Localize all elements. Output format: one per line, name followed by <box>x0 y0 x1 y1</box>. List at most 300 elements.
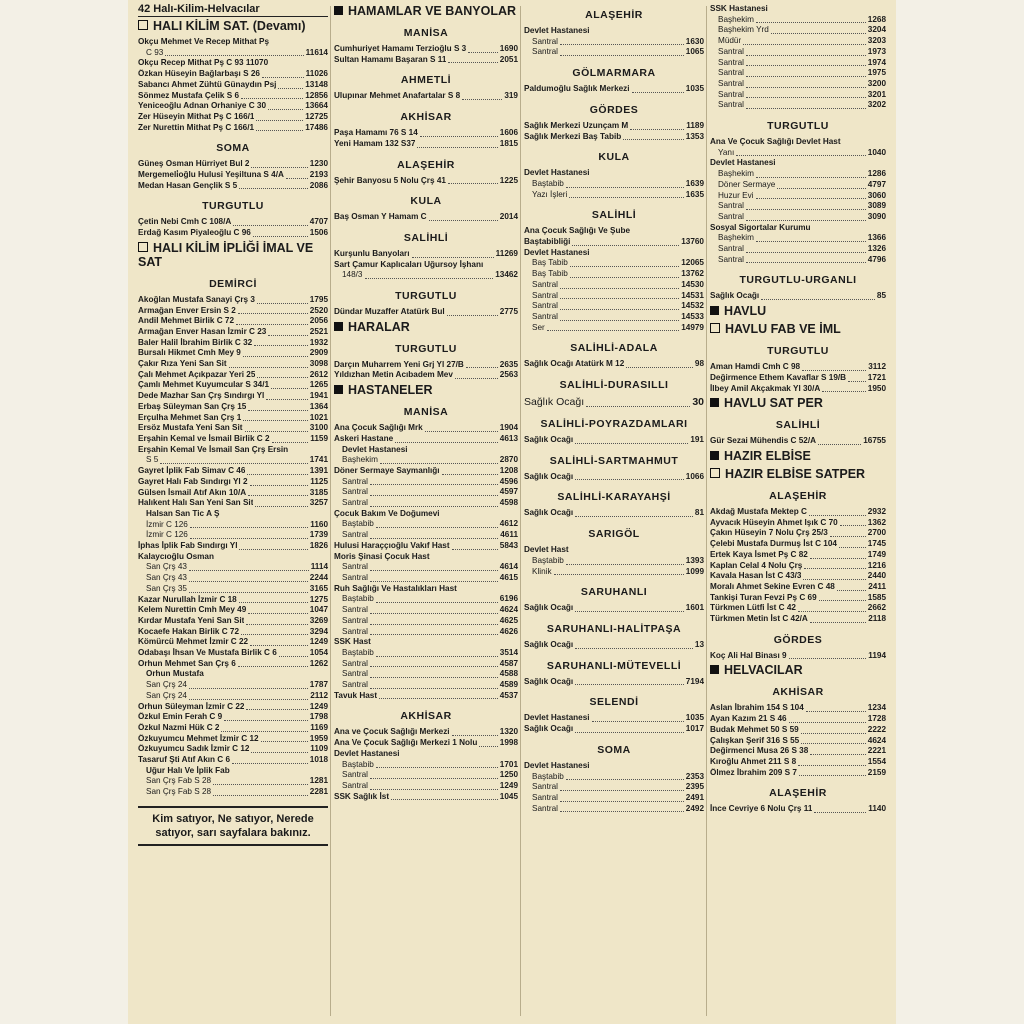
listing-name: Devlet Hastanesi <box>524 26 590 35</box>
listing-name: Sönmez Mustafa Çelik S 6 <box>138 90 240 100</box>
listing-name: Santral <box>532 803 558 813</box>
phone-number: 191 <box>690 435 704 445</box>
listing-row <box>524 793 704 804</box>
listing-name: Döner Sermaye <box>718 179 776 189</box>
phone-number: 3203 <box>867 36 886 46</box>
listing-row <box>334 627 518 638</box>
dot-leader <box>250 485 309 486</box>
phone-number: 1630 <box>685 36 704 46</box>
listing-row <box>710 36 886 47</box>
listing-name: Santral <box>532 301 558 311</box>
listing-row <box>138 48 328 59</box>
dot-leader <box>466 367 498 368</box>
listing-row <box>138 659 328 670</box>
city-heading: SALİHLİ <box>775 419 821 432</box>
listing-row <box>710 550 886 561</box>
listing-name: San Çrş Fab S 28 <box>146 776 212 786</box>
phone-number: 4625 <box>499 615 518 625</box>
phone-number: 1639 <box>685 178 704 188</box>
phone-number: 81 <box>694 508 704 518</box>
dot-leader <box>370 538 498 539</box>
dot-leader <box>789 722 866 723</box>
listing-name: Sağlık Merkezi Uzunçam M <box>524 120 629 130</box>
listing-name: Özkan Hüseyin Bağlarbaşı S 26 <box>138 69 260 79</box>
listing-name: Gayret İplik Fab Simav C 46 <box>138 466 246 476</box>
listing-row <box>524 179 704 190</box>
dot-leader <box>746 87 866 88</box>
dot-leader <box>370 789 498 790</box>
listing-name: Ölmez İbrahim 209 S 7 <box>710 767 797 777</box>
dot-leader <box>190 538 308 539</box>
dot-leader <box>379 698 498 699</box>
listing-row <box>710 233 886 244</box>
phone-number: 2112 <box>310 690 328 700</box>
listing-row <box>334 680 518 691</box>
listing-subheading: Kalaycıoğlu Osman <box>138 551 214 561</box>
city-heading: SALİHLİ-POYRAZDAMLARI <box>540 418 688 431</box>
listing-name: Türkmen Metin İst C 42/A <box>710 614 808 624</box>
city-heading: SALİHLİ-KARAYAHŞİ <box>557 491 671 504</box>
listing-name: Santral <box>342 487 368 497</box>
phone-number: 1391 <box>309 466 328 476</box>
listing-row <box>710 507 886 518</box>
dot-leader <box>455 378 498 379</box>
dot-leader <box>255 506 307 507</box>
listing-row <box>524 724 704 735</box>
listing-row <box>524 772 704 783</box>
phone-number: 1606 <box>499 128 518 138</box>
phone-number: 30 <box>692 396 704 409</box>
dot-leader <box>213 795 308 796</box>
phone-number: 13462 <box>495 270 518 280</box>
listing-name: Baştabib <box>342 759 374 769</box>
phone-number: 11614 <box>305 47 328 57</box>
dot-leader <box>560 55 684 56</box>
listing-row <box>334 519 518 530</box>
category-heading <box>710 396 886 410</box>
listing-name: Ulupınar Mehmet Anafartalar S 8 <box>334 91 461 101</box>
phone-number: 2222 <box>867 724 886 734</box>
listing-row <box>138 637 328 648</box>
listing-row <box>524 782 704 793</box>
listing-name: Erbaş Süleyman San Çrş 15 <box>138 401 247 411</box>
city-heading: TURGUTLU <box>767 345 829 358</box>
listing-row <box>138 723 328 734</box>
dot-leader <box>229 367 308 368</box>
phone-number: 14979 <box>681 322 704 332</box>
dot-leader <box>236 324 308 325</box>
dot-leader <box>569 197 683 198</box>
dot-leader <box>251 752 308 753</box>
phone-number: 1741 <box>309 455 328 465</box>
listing-row <box>334 249 518 260</box>
listing-row <box>710 362 886 373</box>
listing-row <box>138 170 328 181</box>
listing-name: Sabancı Ahmet Zühtü Günaydın Psj <box>138 79 277 89</box>
phone-number: 2353 <box>685 771 704 781</box>
dot-leader <box>806 711 866 712</box>
listing-name: Darçın Muharrem Yeni Grj Yl 27/B <box>334 359 464 369</box>
listing-name: Cumhuriyet Hamamı Terzioğlu S 3 <box>334 44 467 53</box>
listing-row <box>334 44 518 55</box>
listing-name: SSK Sağlık İst <box>334 791 390 801</box>
city-heading: AKHİSAR <box>400 111 452 124</box>
listing-row <box>334 260 518 271</box>
dot-leader <box>380 463 498 464</box>
dot-leader <box>189 570 309 571</box>
listing-row <box>710 603 886 614</box>
dot-leader <box>746 76 866 77</box>
listing-name: Çamlı Mehmet Kuyumcular S 34/1 <box>138 380 270 390</box>
listing-name: Ertek Kaya İsmet Pş C 82 <box>710 549 808 559</box>
listing-name: Santral <box>718 211 744 221</box>
dot-leader <box>771 33 866 34</box>
city-heading: SALİHLİ-DURASILLI <box>559 379 669 392</box>
open-square-icon <box>710 323 720 333</box>
phone-number: 2281 <box>309 787 328 797</box>
listing-row <box>334 691 518 702</box>
listing-name: SSK Hastanesi <box>710 4 768 13</box>
city-heading: SOMA <box>597 743 631 756</box>
category-heading <box>710 449 886 463</box>
phone-number: 1125 <box>310 476 328 486</box>
listing-name: San Çrş 24 <box>146 680 187 690</box>
listing-name: İzmir C 126 <box>146 530 188 540</box>
phone-number: 1250 <box>499 770 518 780</box>
listing-name: Kıroğlu Ahmet 211 S 8 <box>710 756 797 766</box>
city-heading: GÖRDES <box>773 633 823 646</box>
phone-number: 1234 <box>867 703 886 713</box>
listing-name: Huzur Evi <box>718 190 754 200</box>
phone-number: 1018 <box>309 755 328 765</box>
listing-name: Baştabib <box>342 519 374 529</box>
dot-leader <box>286 178 308 179</box>
dot-leader <box>376 767 498 768</box>
phone-number: 4596 <box>499 476 518 486</box>
dot-leader <box>479 746 497 747</box>
category-heading <box>710 467 886 481</box>
listing-name: Çalı Mehmet Açıkpazar Yeri 25 <box>138 369 256 379</box>
listing-row <box>334 307 518 318</box>
listing-name: Erdağ Kasım Piyaleoğlu C 96 <box>138 228 251 238</box>
dot-leader <box>279 656 308 657</box>
listing-row <box>710 714 886 725</box>
listing-name: Başhekim <box>718 14 754 24</box>
listing-name: Kavala Hasan İst C 43/3 <box>710 571 802 581</box>
dot-leader <box>798 765 866 766</box>
listing-name: Andil Mehmet Birlik C 72 <box>138 316 234 326</box>
listing-name: Sart Çamur Kaplıcaları Uğursoy İşhanı <box>334 259 484 269</box>
phone-number: 4588 <box>499 669 518 679</box>
listing-name: Müdür <box>718 36 742 46</box>
listing-row <box>138 413 328 424</box>
listing-row <box>524 359 704 370</box>
category-heading <box>334 4 518 18</box>
listing-row <box>524 269 704 280</box>
listing-row <box>138 217 328 228</box>
phone-number: 2909 <box>309 348 328 358</box>
column-3-content <box>524 9 704 814</box>
dot-leader <box>575 516 693 517</box>
dot-leader <box>370 688 498 689</box>
dot-leader <box>189 699 308 700</box>
category-label: HASTANELER <box>348 383 433 398</box>
listing-row <box>710 291 886 302</box>
listing-row <box>524 713 704 724</box>
phone-number: 1749 <box>867 549 886 559</box>
listing-row <box>138 338 328 349</box>
phone-number: 14533 <box>681 311 704 321</box>
category-label: HAMAMLAR VE BANYOLAR <box>348 4 517 18</box>
listing-row <box>138 648 328 659</box>
dot-leader <box>189 581 308 582</box>
listing-row <box>524 291 704 302</box>
phone-number: 1114 <box>310 562 328 572</box>
listing-name: Yeni Hamam 132 S37 <box>334 138 416 148</box>
dot-leader <box>789 658 867 659</box>
listing-name: Askeri Hastane <box>334 433 394 443</box>
phone-number: 2440 <box>867 571 886 581</box>
phone-number: 1393 <box>685 555 704 565</box>
dot-leader <box>391 799 498 800</box>
dot-leader <box>798 611 866 612</box>
listing-name: Baştabib <box>532 771 564 781</box>
dot-leader <box>247 474 307 475</box>
dot-leader <box>630 129 684 130</box>
dot-leader <box>632 92 684 93</box>
category-label: HELVACILAR <box>724 663 803 678</box>
dot-leader <box>462 99 502 100</box>
listing-name: Akoğlan Mustafa Sanayi Çrş 3 <box>138 294 255 304</box>
column-1-content <box>138 19 328 846</box>
listing-name: Yazı İşleri <box>532 189 568 199</box>
phone-number: 1690 <box>499 44 518 53</box>
listing-name: Baştabib <box>342 594 374 604</box>
dot-leader <box>370 613 498 614</box>
city-heading: SELENDİ <box>589 696 639 709</box>
dot-leader <box>417 147 497 148</box>
listing-row <box>710 90 886 101</box>
listing-row <box>710 582 886 593</box>
phone-number: 5843 <box>499 540 518 550</box>
listing-name: Sağlık Ocağı <box>524 724 574 734</box>
listing-name: Odabaşı İhsan Ve Mustafa Birlik C 6 <box>138 648 277 658</box>
listing-row <box>138 466 328 477</box>
listing-name: Gayret Halı Fab Sındırgı Yl 2 <box>138 476 248 486</box>
dot-leader <box>238 313 308 314</box>
listing-name: Santral <box>532 279 558 289</box>
phone-number: 4797 <box>867 179 886 189</box>
listing-row <box>138 744 328 755</box>
phone-number: 2662 <box>867 603 886 613</box>
directory-page <box>128 0 896 1024</box>
listing-row <box>710 148 886 159</box>
dot-leader <box>756 198 866 199</box>
listing-row <box>138 477 328 488</box>
listing-name: Santral <box>342 476 368 486</box>
phone-number: 1225 <box>499 175 518 185</box>
listing-name: Santral <box>718 201 744 211</box>
phone-number: 85 <box>876 291 886 301</box>
listing-name: Klinik <box>532 566 552 576</box>
listing-row <box>524 545 704 556</box>
listing-name: Başhekim <box>718 233 754 243</box>
phone-number: 1265 <box>309 380 328 390</box>
listing-row <box>524 556 704 567</box>
listing-subheading: Orhun Mustafa <box>146 669 204 679</box>
listing-name: Ersöz Mustafa Yeni San Sit <box>138 423 243 433</box>
phone-number: 1320 <box>499 727 518 737</box>
phone-number: 2870 <box>499 455 518 465</box>
listing-name: Santral <box>718 46 744 56</box>
listing-name: Okçu Recep Mithat Pş C 93 11070 <box>138 58 269 68</box>
listing-name: S 5 <box>146 455 159 465</box>
dot-leader <box>801 743 866 744</box>
phone-number: 11269 <box>495 248 518 258</box>
listing-row <box>524 37 704 48</box>
filled-square-icon <box>710 451 719 460</box>
dot-leader <box>802 370 866 371</box>
dot-leader <box>160 463 307 464</box>
dot-leader <box>575 732 684 733</box>
dot-leader <box>572 245 679 246</box>
phone-number: 1366 <box>867 233 886 243</box>
dot-leader <box>547 330 679 331</box>
listing-name: İphas İplik Fab Sındırgı Yl <box>138 541 238 551</box>
dot-leader <box>370 778 498 779</box>
listing-row <box>334 509 518 520</box>
listing-row <box>138 734 328 745</box>
filled-square-icon <box>334 385 343 394</box>
listing-row <box>334 530 518 541</box>
listing-row <box>710 58 886 69</box>
listing-name: San Çrş Fab S 28 <box>146 787 212 797</box>
listing-row <box>334 792 518 803</box>
listing-row <box>138 306 328 317</box>
listing-name: Devlet Hastanesi <box>524 713 590 723</box>
phone-number: 2244 <box>309 573 328 583</box>
listing-row <box>138 402 328 413</box>
listing-name: Gür Sezai Mühendis C 52/A <box>710 436 817 446</box>
listing-name: Santral <box>342 562 368 572</box>
listing-row <box>710 223 886 234</box>
category-label: HAZIR ELBİSE <box>724 448 811 463</box>
listing-row <box>710 651 886 662</box>
phone-number: 4537 <box>499 690 518 700</box>
phone-number: 1275 <box>309 594 328 604</box>
dot-leader <box>257 303 308 304</box>
listing-row <box>710 725 886 736</box>
dot-leader <box>452 735 498 736</box>
phone-number: 11026 <box>305 69 328 79</box>
dot-leader <box>262 77 304 78</box>
city-heading: SALİHLİ <box>403 231 449 244</box>
listing-row <box>138 391 328 402</box>
listing-name: Erçulha Mehmet San Çrş 1 <box>138 412 242 422</box>
listing-row <box>334 749 518 760</box>
listing-name: Değirmenci Musa 26 S 38 <box>710 746 809 756</box>
listing-row <box>710 158 886 169</box>
phone-number: 1054 <box>309 648 328 658</box>
dot-leader <box>370 495 498 496</box>
listing-name: Santral <box>532 782 558 792</box>
category-label: HARALAR <box>348 319 410 334</box>
phone-number: 1326 <box>867 244 886 254</box>
listing-row <box>138 691 328 702</box>
dot-leader <box>447 315 498 316</box>
dot-leader <box>165 55 303 56</box>
listing-name: Santral <box>532 36 558 46</box>
phone-number: 4589 <box>499 680 518 690</box>
dot-leader <box>221 731 308 732</box>
phone-number: 1109 <box>310 744 328 754</box>
listing-name: Zer Nurettin Mithat Pş C 166/1 <box>138 122 255 132</box>
phone-number: 1795 <box>309 294 328 304</box>
phone-number: 1286 <box>867 169 886 179</box>
listing-name: Santral <box>718 100 744 110</box>
phone-number: 1826 <box>309 541 328 551</box>
dot-leader <box>256 130 303 131</box>
phone-number: 1353 <box>685 131 704 141</box>
phone-number: 2051 <box>499 54 518 64</box>
listing-name: Baştabibliği <box>524 237 571 247</box>
listing-row <box>138 584 328 595</box>
listing-row <box>710 746 886 757</box>
listing-row <box>524 508 704 519</box>
listing-row <box>138 712 328 723</box>
listing-row <box>334 594 518 605</box>
listing-row <box>524 226 704 237</box>
phone-number: 3200 <box>867 78 886 88</box>
listing-name: Sağlık Ocağı <box>710 291 760 301</box>
column-divider <box>330 6 331 1016</box>
listing-row <box>334 434 518 445</box>
listing-row <box>334 455 518 466</box>
dot-leader <box>801 733 866 734</box>
listing-name: Çetin Nebi Cmh C 108/A <box>138 217 232 227</box>
listing-name: Halıkent Halı San Yeni San Sit <box>138 498 254 508</box>
city-heading: MANİSA <box>403 406 449 419</box>
listing-name: Santral <box>532 792 558 802</box>
phone-number: 2086 <box>309 180 328 190</box>
phone-number: 3204 <box>867 25 886 35</box>
listing-name: Santral <box>532 47 558 57</box>
phone-number: 1554 <box>867 756 886 766</box>
city-heading: SARIGÖL <box>588 528 640 541</box>
listing-name: Gülsen İsmail Atıf Akın 10/A <box>138 487 247 497</box>
phone-number: 1040 <box>867 147 886 157</box>
listing-name: Güneş Osman Hürriyet Bul 2 <box>138 159 250 169</box>
listing-row <box>334 616 518 627</box>
dot-leader <box>268 335 307 336</box>
listing-row <box>710 518 886 529</box>
phone-number: 1585 <box>867 592 886 602</box>
listing-row <box>334 781 518 792</box>
listing-name: İlbey Amil Akçakmak Yl 30/A <box>710 383 821 393</box>
dot-leader <box>592 721 684 722</box>
column-1 <box>138 0 328 1024</box>
phone-number: 3269 <box>309 615 328 625</box>
listing-subheading: Halsan San Tic A Ş <box>146 508 220 518</box>
dot-leader <box>233 225 308 226</box>
listing-row <box>138 91 328 102</box>
phone-number: 1973 <box>867 46 886 56</box>
dot-leader <box>560 44 684 45</box>
listing-name: Santral <box>342 530 368 540</box>
phone-number: 4624 <box>499 605 518 615</box>
listing-name: Santral <box>718 89 744 99</box>
listing-name: Ana Ve Çocuk Sağlığı Merkezi 1 Nolu <box>334 738 478 748</box>
